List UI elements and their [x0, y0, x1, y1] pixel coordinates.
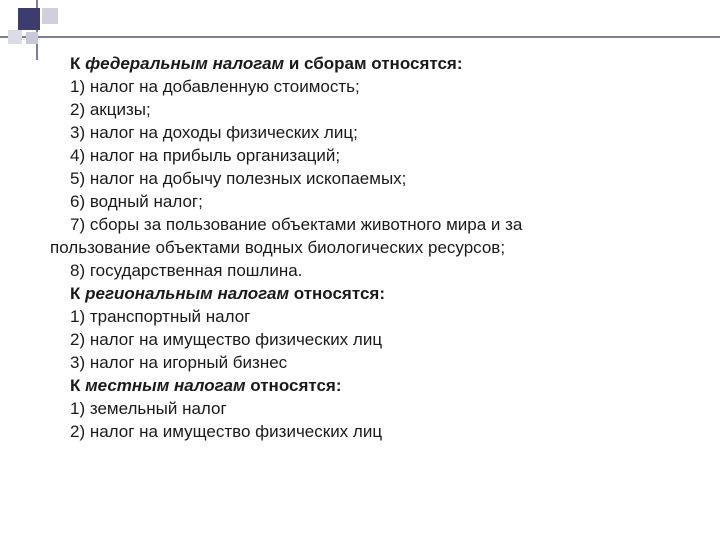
federal-heading: К федеральным налогам и сборам относятся:: [70, 54, 463, 73]
list-item: 7) сборы за пользование объектами животного мира и за: [70, 215, 523, 234]
decoration-square-light: [42, 8, 58, 24]
list-item: 1) налог на добавленную стоимость;: [70, 77, 360, 96]
list-item-continuation: пользование объектами водных биологических ресурсов;: [50, 238, 506, 257]
list-item: 3) налог на доходы физических лиц;: [70, 123, 358, 142]
list-item: 3) налог на игорный бизнес: [70, 353, 288, 372]
list-item: 1) земельный налог: [70, 399, 227, 418]
decoration-square-light: [8, 30, 22, 44]
decoration-square-light: [26, 32, 38, 44]
list-item: 5) налог на добычу полезных ископаемых;: [70, 169, 407, 188]
list-item: 8) государственная пошлина.: [70, 261, 303, 280]
list-item: 6) водный налог;: [70, 192, 203, 211]
list-item: 4) налог на прибыль организаций;: [70, 146, 341, 165]
list-item: 2) налог на имущество физических лиц: [70, 330, 383, 349]
regional-heading: К региональным налогам относятся:: [70, 284, 385, 303]
list-item: 2) акцизы;: [70, 100, 151, 119]
decoration-horizontal-line: [0, 36, 720, 38]
local-heading: К местным налогам относятся:: [70, 376, 342, 395]
slide-decoration: [0, 0, 720, 60]
decoration-square-dark: [18, 8, 40, 30]
list-item: 1) транспортный налог: [70, 307, 251, 326]
slide-body: [50, 52, 670, 443]
list-item: 2) налог на имущество физических лиц: [70, 422, 383, 441]
